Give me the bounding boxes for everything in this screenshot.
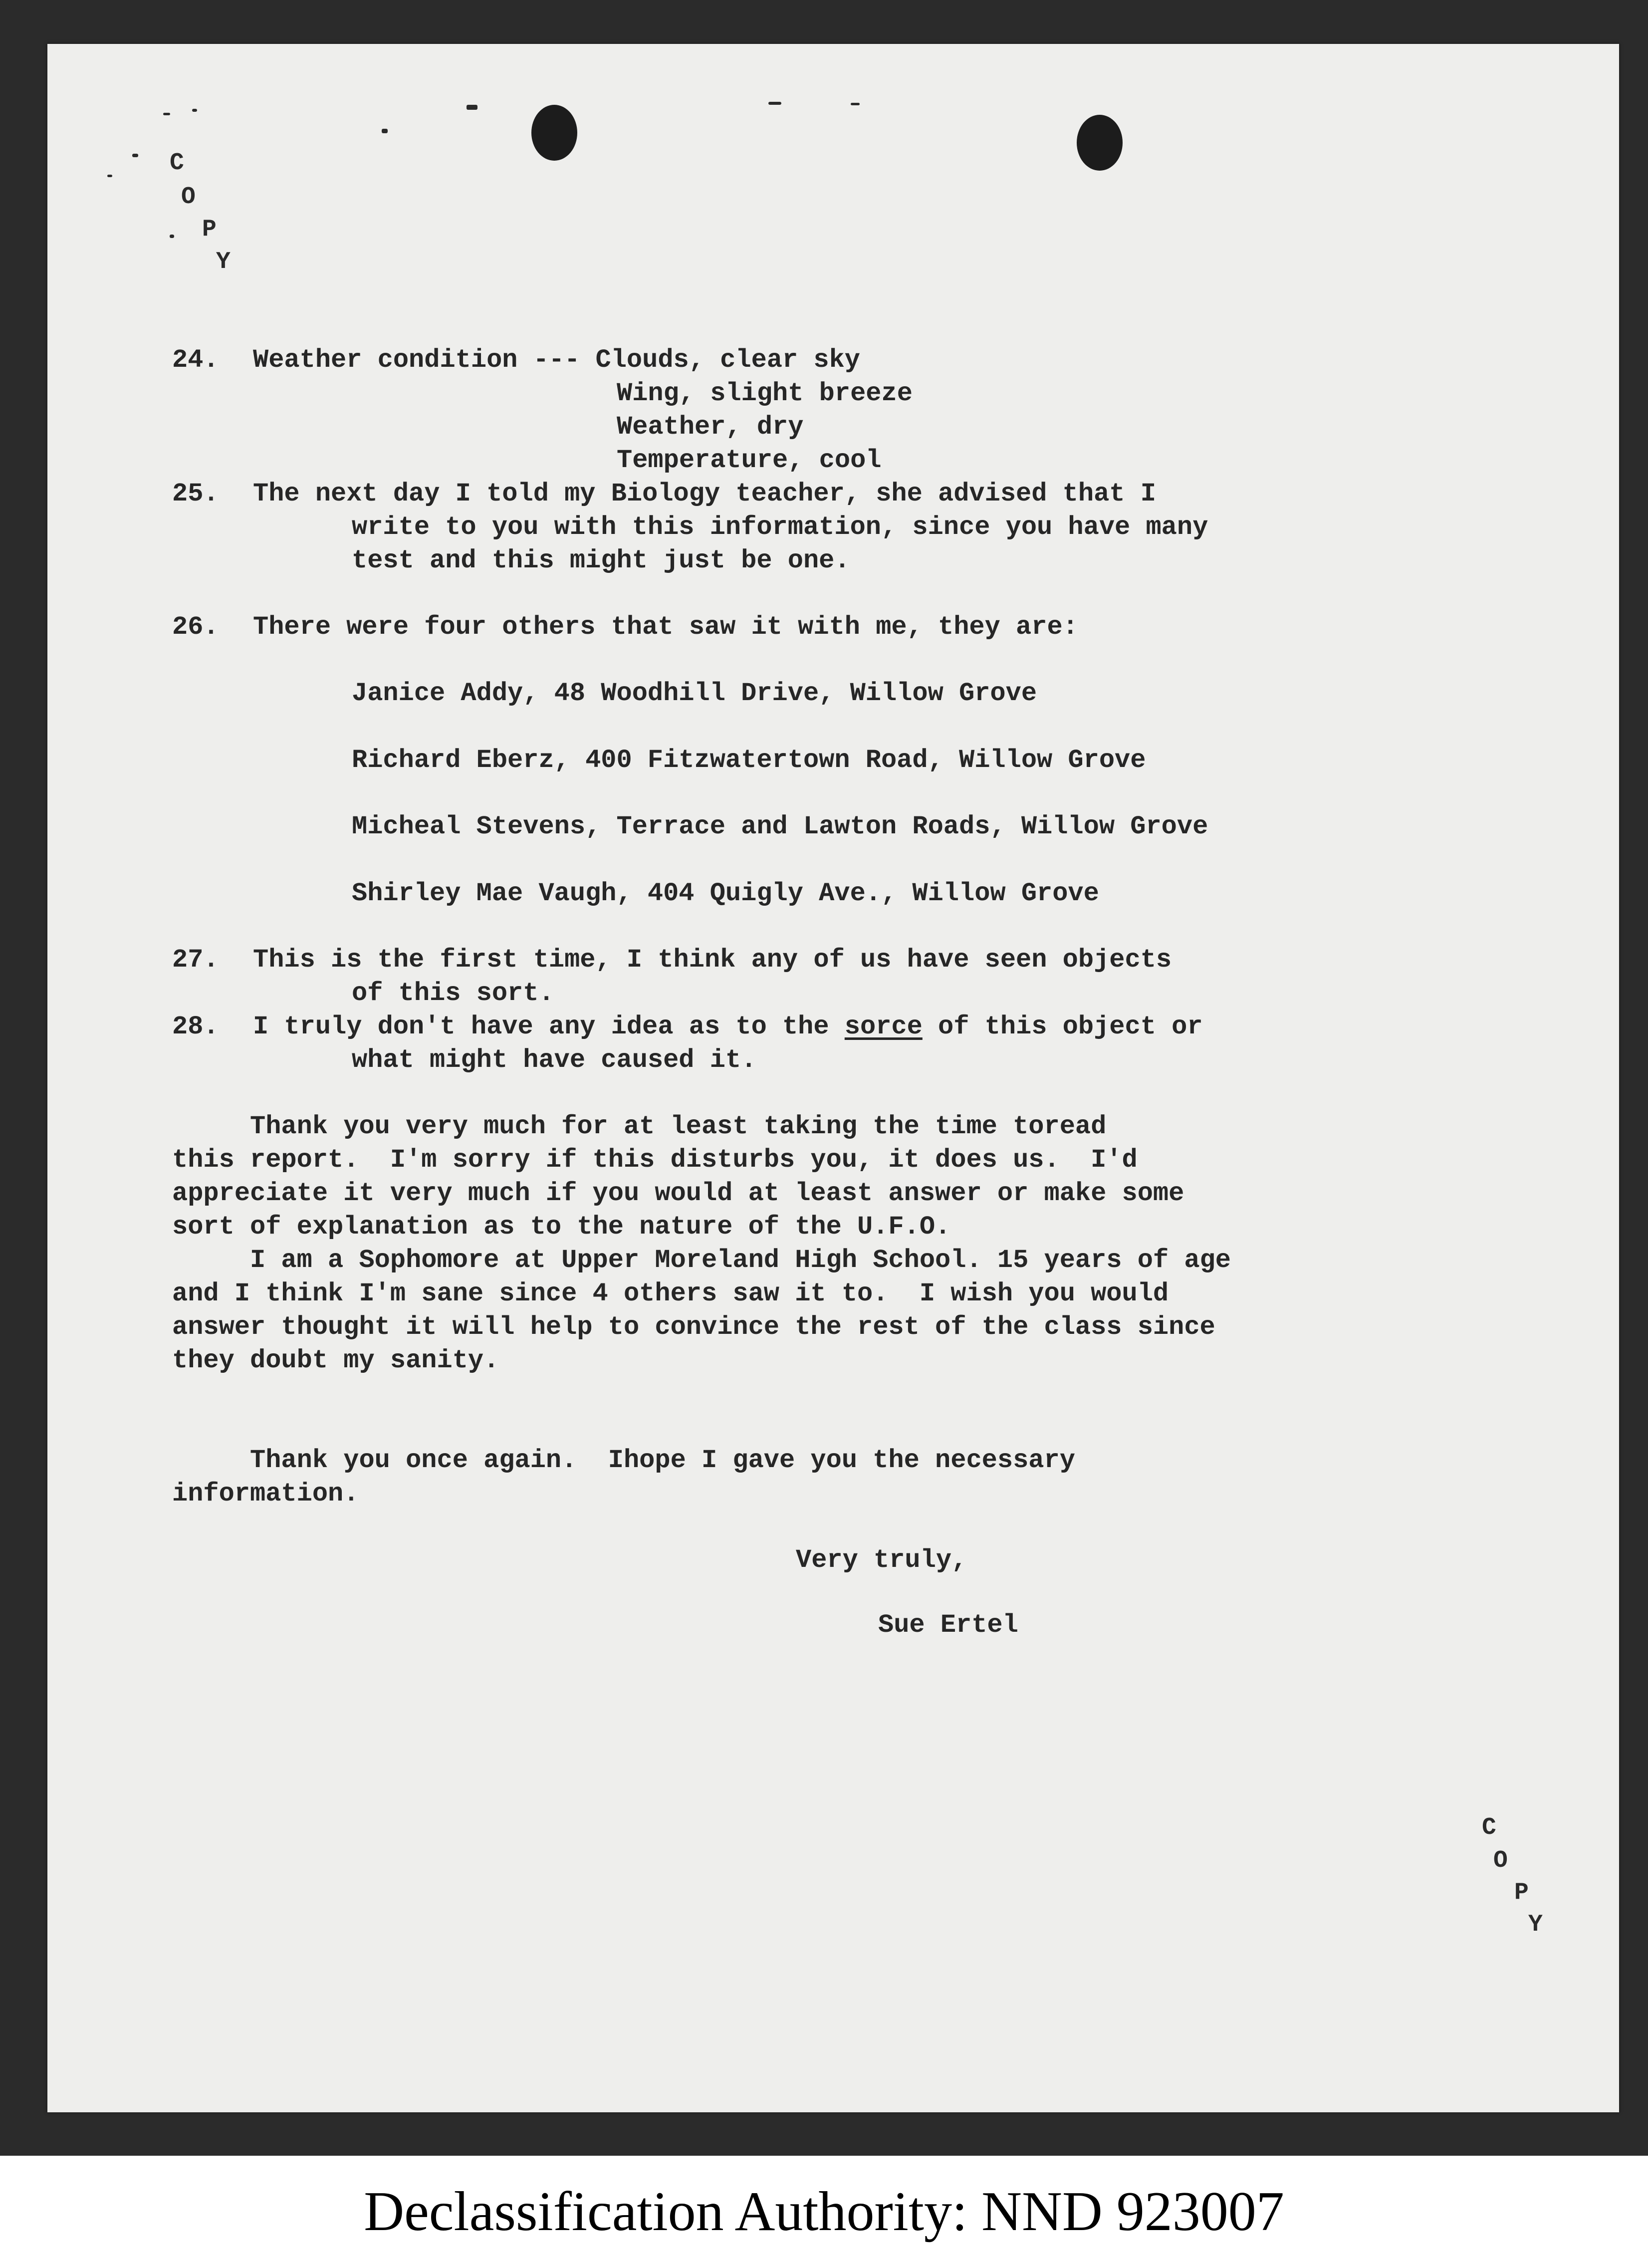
stamp-letter: O [1493, 1847, 1508, 1874]
item-number: 25. [172, 479, 219, 508]
item-line: This is the first time, I think any of us have seen objects [253, 945, 1172, 975]
item-line: Weather, dry [617, 412, 804, 442]
stamp-letter: C [1482, 1814, 1496, 1841]
body-line: sort of explanation as to the nature of the U.F.O. [172, 1212, 951, 1242]
stamp-letter: P [202, 216, 217, 243]
closing-salutation: Very truly, [796, 1545, 967, 1575]
item-line: There were four others that saw it with me, they are: [253, 612, 1078, 642]
ink-speck [382, 129, 388, 133]
item-line: what might have caused it. [352, 1045, 757, 1075]
item-line: of this sort. [352, 979, 554, 1008]
witness-entry: Janice Addy, 48 Woodhill Drive, Willow Grove [352, 679, 1037, 708]
witness-entry: Shirley Mae Vaugh, 404 Quigly Ave., Willow Grove [352, 879, 1099, 908]
witness-entry: Richard Eberz, 400 Fitzwatertown Road, Willow Grove [352, 746, 1146, 775]
ink-speck [768, 102, 781, 105]
witness-entry: Micheal Stevens, Terrace and Lawton Roads, Willow Grove [352, 812, 1208, 841]
punch-hole-left [531, 105, 577, 161]
item-line: write to you with this information, since you have many [352, 512, 1208, 542]
footer [0, 2156, 1648, 2268]
body-line: they doubt my sanity. [172, 1346, 499, 1375]
punch-hole-right [1077, 115, 1123, 171]
item-line: Weather condition --- Clouds, clear sky [253, 345, 860, 375]
ink-speck [467, 105, 477, 110]
item-line: Wing, slight breeze [617, 379, 913, 408]
ink-speck [163, 113, 170, 115]
item-line: The next day I told my Biology teacher, she advised that I [253, 479, 1156, 508]
underlined-word: sorce [844, 1012, 923, 1041]
item-line [253, 1010, 1203, 1043]
item-number: 28. [172, 1012, 219, 1041]
body-line: answer thought it will help to convince the rest of the class since [172, 1312, 1215, 1342]
item-number: 24. [172, 345, 219, 375]
body-line: Thank you very much for at least taking the time toread [172, 1112, 1107, 1141]
item-text: of this object or [922, 1012, 1203, 1041]
ink-speck [192, 109, 197, 112]
item-line: test and this might just be one. [352, 546, 850, 575]
ink-speck [851, 103, 860, 105]
signature-name: Sue Ertel [878, 1610, 1018, 1640]
body-line: Thank you once again. Ihope I gave you the necessary [172, 1446, 1075, 1475]
stamp-letter: C [170, 150, 184, 177]
stamp-letter: Y [1528, 1911, 1543, 1938]
stamp-letter: O [181, 184, 196, 211]
ink-speck [170, 235, 174, 238]
item-number: 26. [172, 612, 219, 642]
document-page [47, 44, 1619, 2112]
ink-speck [132, 154, 138, 157]
body-line: I am a Sophomore at Upper Moreland High School. 15 years of age [172, 1246, 1231, 1275]
body-line: appreciate it very much if you would at least answer or make some [172, 1179, 1184, 1208]
stamp-letter: Y [216, 249, 231, 275]
ink-speck [107, 175, 112, 177]
item-text: I truly don't have any idea as to the [253, 1012, 845, 1041]
body-line: information. [172, 1479, 359, 1509]
declassification-notice: Declassification Authority: NND 923007 [364, 2181, 1284, 2243]
stamp-letter: P [1514, 1879, 1529, 1906]
item-number: 27. [172, 945, 219, 975]
item-line: Temperature, cool [617, 446, 882, 475]
body-line: and I think I'm sane since 4 others saw it to. I wish you would [172, 1279, 1169, 1308]
body-line: this report. I'm sorry if this disturbs you, it does us. I'd [172, 1145, 1138, 1175]
